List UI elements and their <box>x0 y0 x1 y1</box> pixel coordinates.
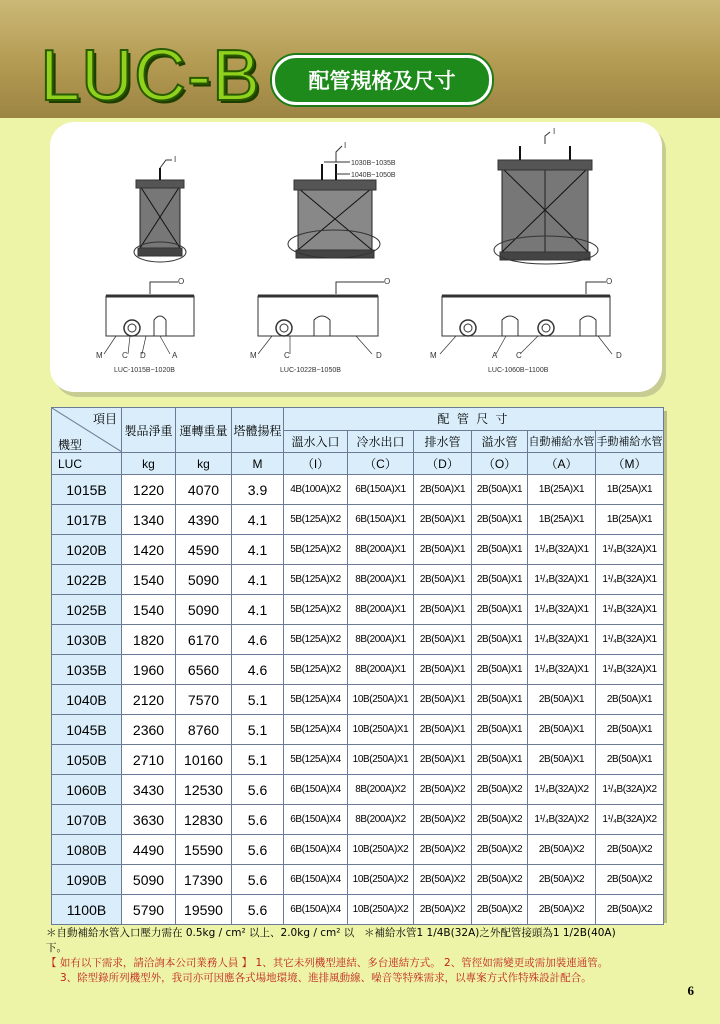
tower-small-drawing <box>134 155 186 262</box>
pipe-size-cell: 1¹/₄B(32A)X2 <box>528 805 596 835</box>
corner-model-label: 機型 <box>58 438 83 452</box>
callout-range-2: 1040B~1050B <box>351 172 396 179</box>
pipe-size-cell: 1B(25A)X1 <box>528 475 596 505</box>
head-cell: 4.6 <box>232 625 284 655</box>
table-row <box>52 505 664 535</box>
pipe-size-cell: 5B(125A)X4 <box>284 745 348 775</box>
head-cell: 5.1 <box>232 685 284 715</box>
pipe-size-cell: 1¹/₄B(32A)X2 <box>596 805 664 835</box>
pipe-size-cell: 1B(25A)X1 <box>528 505 596 535</box>
pipe-size-cell: 6B(150A)X4 <box>284 865 348 895</box>
head-cell: 5.6 <box>232 865 284 895</box>
table-row <box>52 745 664 775</box>
note-line-2: 【 如有以下需求，請洽詢本公司業務人員 】 1、其它未列機型連結、多台連結方式。 2、管徑如需變更或需加裝連通管。 <box>46 957 609 969</box>
head-cell: 4.1 <box>232 595 284 625</box>
pipe-size-cell: 8B(200A)X1 <box>348 565 414 595</box>
callout-i-2: I <box>344 141 347 150</box>
pipe-size-cell: 2B(50A)X2 <box>414 865 472 895</box>
operating-weight-cell: 8760 <box>176 715 232 745</box>
table-row <box>52 805 664 835</box>
head-cell: 5.6 <box>232 835 284 865</box>
weight-cell: 2710 <box>122 745 176 775</box>
head-cell: 4.6 <box>232 655 284 685</box>
pipe-size-cell: 2B(50A)X1 <box>596 685 664 715</box>
code-i: （I） <box>284 453 348 475</box>
pipe-size-cell: 6B(150A)X1 <box>348 475 414 505</box>
basin2-c: C <box>284 351 290 360</box>
model-cell: 1050B <box>52 745 122 775</box>
note-line-3: 3、除型錄所列機型外，我司亦可因應各式場地環境、進排風動線、噪音等特殊需求，以專案方式作特殊設計配合。 <box>60 972 592 984</box>
col-manual-makeup: 手動補給水管 <box>596 430 664 453</box>
basin3-a: A <box>492 351 498 360</box>
brand-title: LUC-B <box>40 36 262 116</box>
pipe-size-cell: 2B(50A)X1 <box>472 565 528 595</box>
basin1-o: O <box>178 277 185 286</box>
table-row <box>52 565 664 595</box>
pipe-size-cell: 2B(50A)X1 <box>414 595 472 625</box>
head-cell: 4.1 <box>232 505 284 535</box>
head-cell: 4.1 <box>232 565 284 595</box>
pipe-size-cell: 5B(125A)X2 <box>284 535 348 565</box>
pipe-size-cell: 1¹/₄B(32A)X2 <box>528 775 596 805</box>
operating-weight-cell: 7570 <box>176 685 232 715</box>
note-makeup-pipe: ＊補給水管1 1/4B(32A)之外配管接頭為1 1/2B(40A) <box>364 927 616 939</box>
pipe-size-cell: 2B(50A)X2 <box>472 775 528 805</box>
pipe-size-cell: 1B(25A)X1 <box>596 475 664 505</box>
pipe-size-cell: 2B(50A)X2 <box>596 895 664 925</box>
note-pressure: ＊自動補給水管入口壓力需在 0.5kg / cm² 以上、2.0kg / cm² 以下。 <box>46 927 355 954</box>
pipe-size-cell: 1¹/₄B(32A)X2 <box>596 775 664 805</box>
pipe-size-cell: 10B(250A)X2 <box>348 835 414 865</box>
pipe-size-cell: 2B(50A)X1 <box>472 655 528 685</box>
pipe-size-cell: 5B(125A)X2 <box>284 505 348 535</box>
pipe-size-cell: 2B(50A)X1 <box>414 655 472 685</box>
spec-table-wrapper <box>51 407 663 919</box>
pipe-size-cell: 2B(50A)X1 <box>472 685 528 715</box>
pipe-size-cell: 2B(50A)X1 <box>596 715 664 745</box>
pipe-size-cell: 5B(125A)X2 <box>284 625 348 655</box>
pipe-size-cell: 8B(200A)X1 <box>348 595 414 625</box>
model-cell: 1040B <box>52 685 122 715</box>
basin1-d: D <box>140 351 146 360</box>
pipe-size-cell: 1¹/₄B(32A)X1 <box>596 655 664 685</box>
pipe-size-cell: 1¹/₄B(32A)X1 <box>596 625 664 655</box>
pipe-size-cell: 8B(200A)X1 <box>348 535 414 565</box>
basin3-d: D <box>616 351 622 360</box>
basin1-c: C <box>122 351 128 360</box>
pipe-size-cell: 10B(250A)X1 <box>348 685 414 715</box>
table-row <box>52 835 664 865</box>
spec-table-body <box>52 475 664 925</box>
operating-weight-cell: 6170 <box>176 625 232 655</box>
pipe-size-cell: 8B(200A)X1 <box>348 625 414 655</box>
head-cell: 5.6 <box>232 895 284 925</box>
code-a: （A） <box>528 453 596 475</box>
pipe-size-cell: 10B(250A)X2 <box>348 895 414 925</box>
pipe-size-cell: 1¹/₄B(32A)X1 <box>596 535 664 565</box>
pipe-size-cell: 8B(200A)X2 <box>348 775 414 805</box>
operating-weight-cell: 19590 <box>176 895 232 925</box>
weight-cell: 2120 <box>122 685 176 715</box>
basin2-d: D <box>376 351 382 360</box>
model-cell: 1100B <box>52 895 122 925</box>
pipe-size-cell: 2B(50A)X1 <box>528 685 596 715</box>
model-cell: 1070B <box>52 805 122 835</box>
pipe-size-cell: 1B(25A)X1 <box>596 505 664 535</box>
caption-3: LUC-1060B~1100B <box>488 367 549 374</box>
note-line-1 <box>46 926 686 956</box>
pipe-size-cell: 2B(50A)X1 <box>472 745 528 775</box>
head-cell: 5.6 <box>232 805 284 835</box>
table-row <box>52 685 664 715</box>
pipe-size-cell: 2B(50A)X1 <box>414 685 472 715</box>
model-cell: 1035B <box>52 655 122 685</box>
footnotes <box>46 926 686 986</box>
col-overflow: 溢水管 <box>472 430 528 453</box>
pipe-size-cell: 2B(50A)X1 <box>472 505 528 535</box>
callout-range-1: 1030B~1035B <box>351 160 396 167</box>
drawing-panel <box>50 122 662 392</box>
code-c: （C） <box>348 453 414 475</box>
basin2-o: O <box>384 277 391 286</box>
head-cell: 5.6 <box>232 775 284 805</box>
operating-weight-cell: 12830 <box>176 805 232 835</box>
pipe-size-cell: 1¹/₄B(32A)X1 <box>596 595 664 625</box>
pipe-size-cell: 10B(250A)X1 <box>348 715 414 745</box>
head-cell: 3.9 <box>232 475 284 505</box>
pipe-size-cell: 8B(200A)X2 <box>348 805 414 835</box>
code-m: （M） <box>596 453 664 475</box>
table-row <box>52 895 664 925</box>
model-cell: 1020B <box>52 535 122 565</box>
weight-cell: 1540 <box>122 565 176 595</box>
model-cell: 1030B <box>52 625 122 655</box>
model-cell: 1090B <box>52 865 122 895</box>
operating-weight-cell: 4590 <box>176 535 232 565</box>
pipe-group-header: 配 管 尺 寸 <box>284 408 664 431</box>
unit-weight: kg <box>122 453 176 475</box>
table-row <box>52 655 664 685</box>
pipe-size-cell: 6B(150A)X4 <box>284 835 348 865</box>
pipe-size-cell: 2B(50A)X1 <box>414 745 472 775</box>
head-cell: 5.1 <box>232 715 284 745</box>
basin3-o: O <box>606 277 613 286</box>
pipe-size-cell: 2B(50A)X1 <box>414 535 472 565</box>
luc-label: LUC <box>52 453 122 475</box>
pipe-size-cell: 2B(50A)X2 <box>528 865 596 895</box>
table-row <box>52 865 664 895</box>
tower-drawings <box>50 122 662 392</box>
table-row <box>52 715 664 745</box>
pipe-size-cell: 5B(125A)X2 <box>284 655 348 685</box>
pipe-size-cell: 2B(50A)X1 <box>414 505 472 535</box>
weight-cell: 1820 <box>122 625 176 655</box>
pipe-size-cell: 2B(50A)X2 <box>472 805 528 835</box>
table-row <box>52 475 664 505</box>
operating-weight-cell: 15590 <box>176 835 232 865</box>
callout-i: I <box>174 155 177 164</box>
basin3-c: C <box>516 351 522 360</box>
pipe-size-cell: 1¹/₄B(32A)X1 <box>528 655 596 685</box>
pipe-size-cell: 4B(100A)X2 <box>284 475 348 505</box>
weight-cell: 1340 <box>122 505 176 535</box>
pipe-size-cell: 6B(150A)X4 <box>284 805 348 835</box>
table-row <box>52 595 664 625</box>
operating-weight-cell: 6560 <box>176 655 232 685</box>
table-row <box>52 775 664 805</box>
pipe-size-cell: 2B(50A)X2 <box>528 835 596 865</box>
basin1-a: A <box>172 351 178 360</box>
corner-header <box>52 408 122 453</box>
pipe-size-cell: 1¹/₄B(32A)X1 <box>528 535 596 565</box>
basin2-m: M <box>250 351 257 360</box>
corner-top-label: 項目 <box>92 412 117 426</box>
pipe-size-cell: 2B(50A)X2 <box>414 835 472 865</box>
basin-small-drawing <box>96 277 194 374</box>
pipe-size-cell: 2B(50A)X2 <box>472 835 528 865</box>
weight-cell: 1540 <box>122 595 176 625</box>
pipe-size-cell: 2B(50A)X2 <box>472 895 528 925</box>
pipe-size-cell: 5B(125A)X2 <box>284 595 348 625</box>
col-drain: 排水管 <box>414 430 472 453</box>
pipe-size-cell: 2B(50A)X1 <box>528 745 596 775</box>
pipe-size-cell: 2B(50A)X1 <box>472 475 528 505</box>
operating-weight-cell: 17390 <box>176 865 232 895</box>
page-number: 6 <box>687 983 694 998</box>
pipe-size-cell: 5B(125A)X2 <box>284 565 348 595</box>
weight-cell: 4490 <box>122 835 176 865</box>
col-operating-weight: 運轉重量 <box>176 408 232 453</box>
operating-weight-cell: 4390 <box>176 505 232 535</box>
pipe-size-cell: 2B(50A)X2 <box>528 895 596 925</box>
operating-weight-cell: 4070 <box>176 475 232 505</box>
head-cell: 5.1 <box>232 745 284 775</box>
pipe-size-cell: 2B(50A)X1 <box>472 535 528 565</box>
operating-weight-cell: 12530 <box>176 775 232 805</box>
basin-large-drawing <box>430 277 622 374</box>
weight-cell: 1960 <box>122 655 176 685</box>
unit-head: M <box>232 453 284 475</box>
weight-cell: 3630 <box>122 805 176 835</box>
unit-operating-weight: kg <box>176 453 232 475</box>
weight-cell: 1420 <box>122 535 176 565</box>
pipe-size-cell: 2B(50A)X1 <box>472 595 528 625</box>
operating-weight-cell: 10160 <box>176 745 232 775</box>
table-row <box>52 625 664 655</box>
pipe-size-cell: 2B(50A)X1 <box>528 715 596 745</box>
col-weight: 製品淨重 <box>122 408 176 453</box>
pipe-size-cell: 1¹/₄B(32A)X1 <box>528 595 596 625</box>
weight-cell: 5790 <box>122 895 176 925</box>
weight-cell: 3430 <box>122 775 176 805</box>
pipe-size-cell: 6B(150A)X4 <box>284 895 348 925</box>
weight-cell: 5090 <box>122 865 176 895</box>
pipe-size-cell: 2B(50A)X1 <box>472 625 528 655</box>
model-cell: 1060B <box>52 775 122 805</box>
callout-i-3: I <box>553 127 556 136</box>
pipe-size-cell: 2B(50A)X1 <box>414 625 472 655</box>
table-row <box>52 535 664 565</box>
pipe-size-cell: 10B(250A)X2 <box>348 865 414 895</box>
code-d: （D） <box>414 453 472 475</box>
weight-cell: 1220 <box>122 475 176 505</box>
pipe-size-cell: 1¹/₄B(32A)X1 <box>528 625 596 655</box>
col-auto-makeup: 自動補給水管 <box>528 430 596 453</box>
pipe-size-cell: 2B(50A)X1 <box>414 475 472 505</box>
col-cold-water-outlet: 冷水出口 <box>348 430 414 453</box>
pipe-size-cell: 2B(50A)X1 <box>472 715 528 745</box>
basin3-m: M <box>430 351 437 360</box>
pipe-size-cell: 2B(50A)X2 <box>414 775 472 805</box>
model-cell: 1045B <box>52 715 122 745</box>
spec-table <box>51 407 664 925</box>
tower-medium-drawing <box>288 141 396 258</box>
weight-cell: 2360 <box>122 715 176 745</box>
operating-weight-cell: 5090 <box>176 595 232 625</box>
caption-2: LUC-1022B~1050B <box>280 367 341 374</box>
tower-large-drawing <box>494 127 598 264</box>
pipe-size-cell: 6B(150A)X4 <box>284 775 348 805</box>
operating-weight-cell: 5090 <box>176 565 232 595</box>
pipe-size-cell: 6B(150A)X1 <box>348 505 414 535</box>
pipe-size-cell: 2B(50A)X2 <box>596 865 664 895</box>
col-head: 塔體揚程 <box>232 408 284 453</box>
pipe-size-cell: 1¹/₄B(32A)X1 <box>528 565 596 595</box>
pipe-size-cell: 5B(125A)X4 <box>284 685 348 715</box>
pipe-size-cell: 2B(50A)X2 <box>472 865 528 895</box>
pipe-size-cell: 5B(125A)X4 <box>284 715 348 745</box>
pipe-size-cell: 8B(200A)X1 <box>348 655 414 685</box>
pipe-size-cell: 2B(50A)X1 <box>414 565 472 595</box>
basin-medium-drawing <box>250 277 390 374</box>
model-cell: 1025B <box>52 595 122 625</box>
pipe-size-cell: 1¹/₄B(32A)X1 <box>596 565 664 595</box>
pipe-size-cell: 2B(50A)X1 <box>414 715 472 745</box>
pipe-size-cell: 2B(50A)X2 <box>414 805 472 835</box>
col-hot-water-inlet: 溫水入口 <box>284 430 348 453</box>
model-cell: 1017B <box>52 505 122 535</box>
pipe-size-cell: 10B(250A)X1 <box>348 745 414 775</box>
model-cell: 1022B <box>52 565 122 595</box>
model-cell: 1080B <box>52 835 122 865</box>
section-title: 配管規格及尺寸 <box>272 55 492 105</box>
basin1-m: M <box>96 351 103 360</box>
pipe-size-cell: 2B(50A)X2 <box>414 895 472 925</box>
pipe-size-cell: 2B(50A)X2 <box>596 835 664 865</box>
model-cell: 1015B <box>52 475 122 505</box>
caption-1: LUC-1015B~1020B <box>114 367 175 374</box>
pipe-size-cell: 2B(50A)X1 <box>596 745 664 775</box>
code-o: （O） <box>472 453 528 475</box>
head-cell: 4.1 <box>232 535 284 565</box>
